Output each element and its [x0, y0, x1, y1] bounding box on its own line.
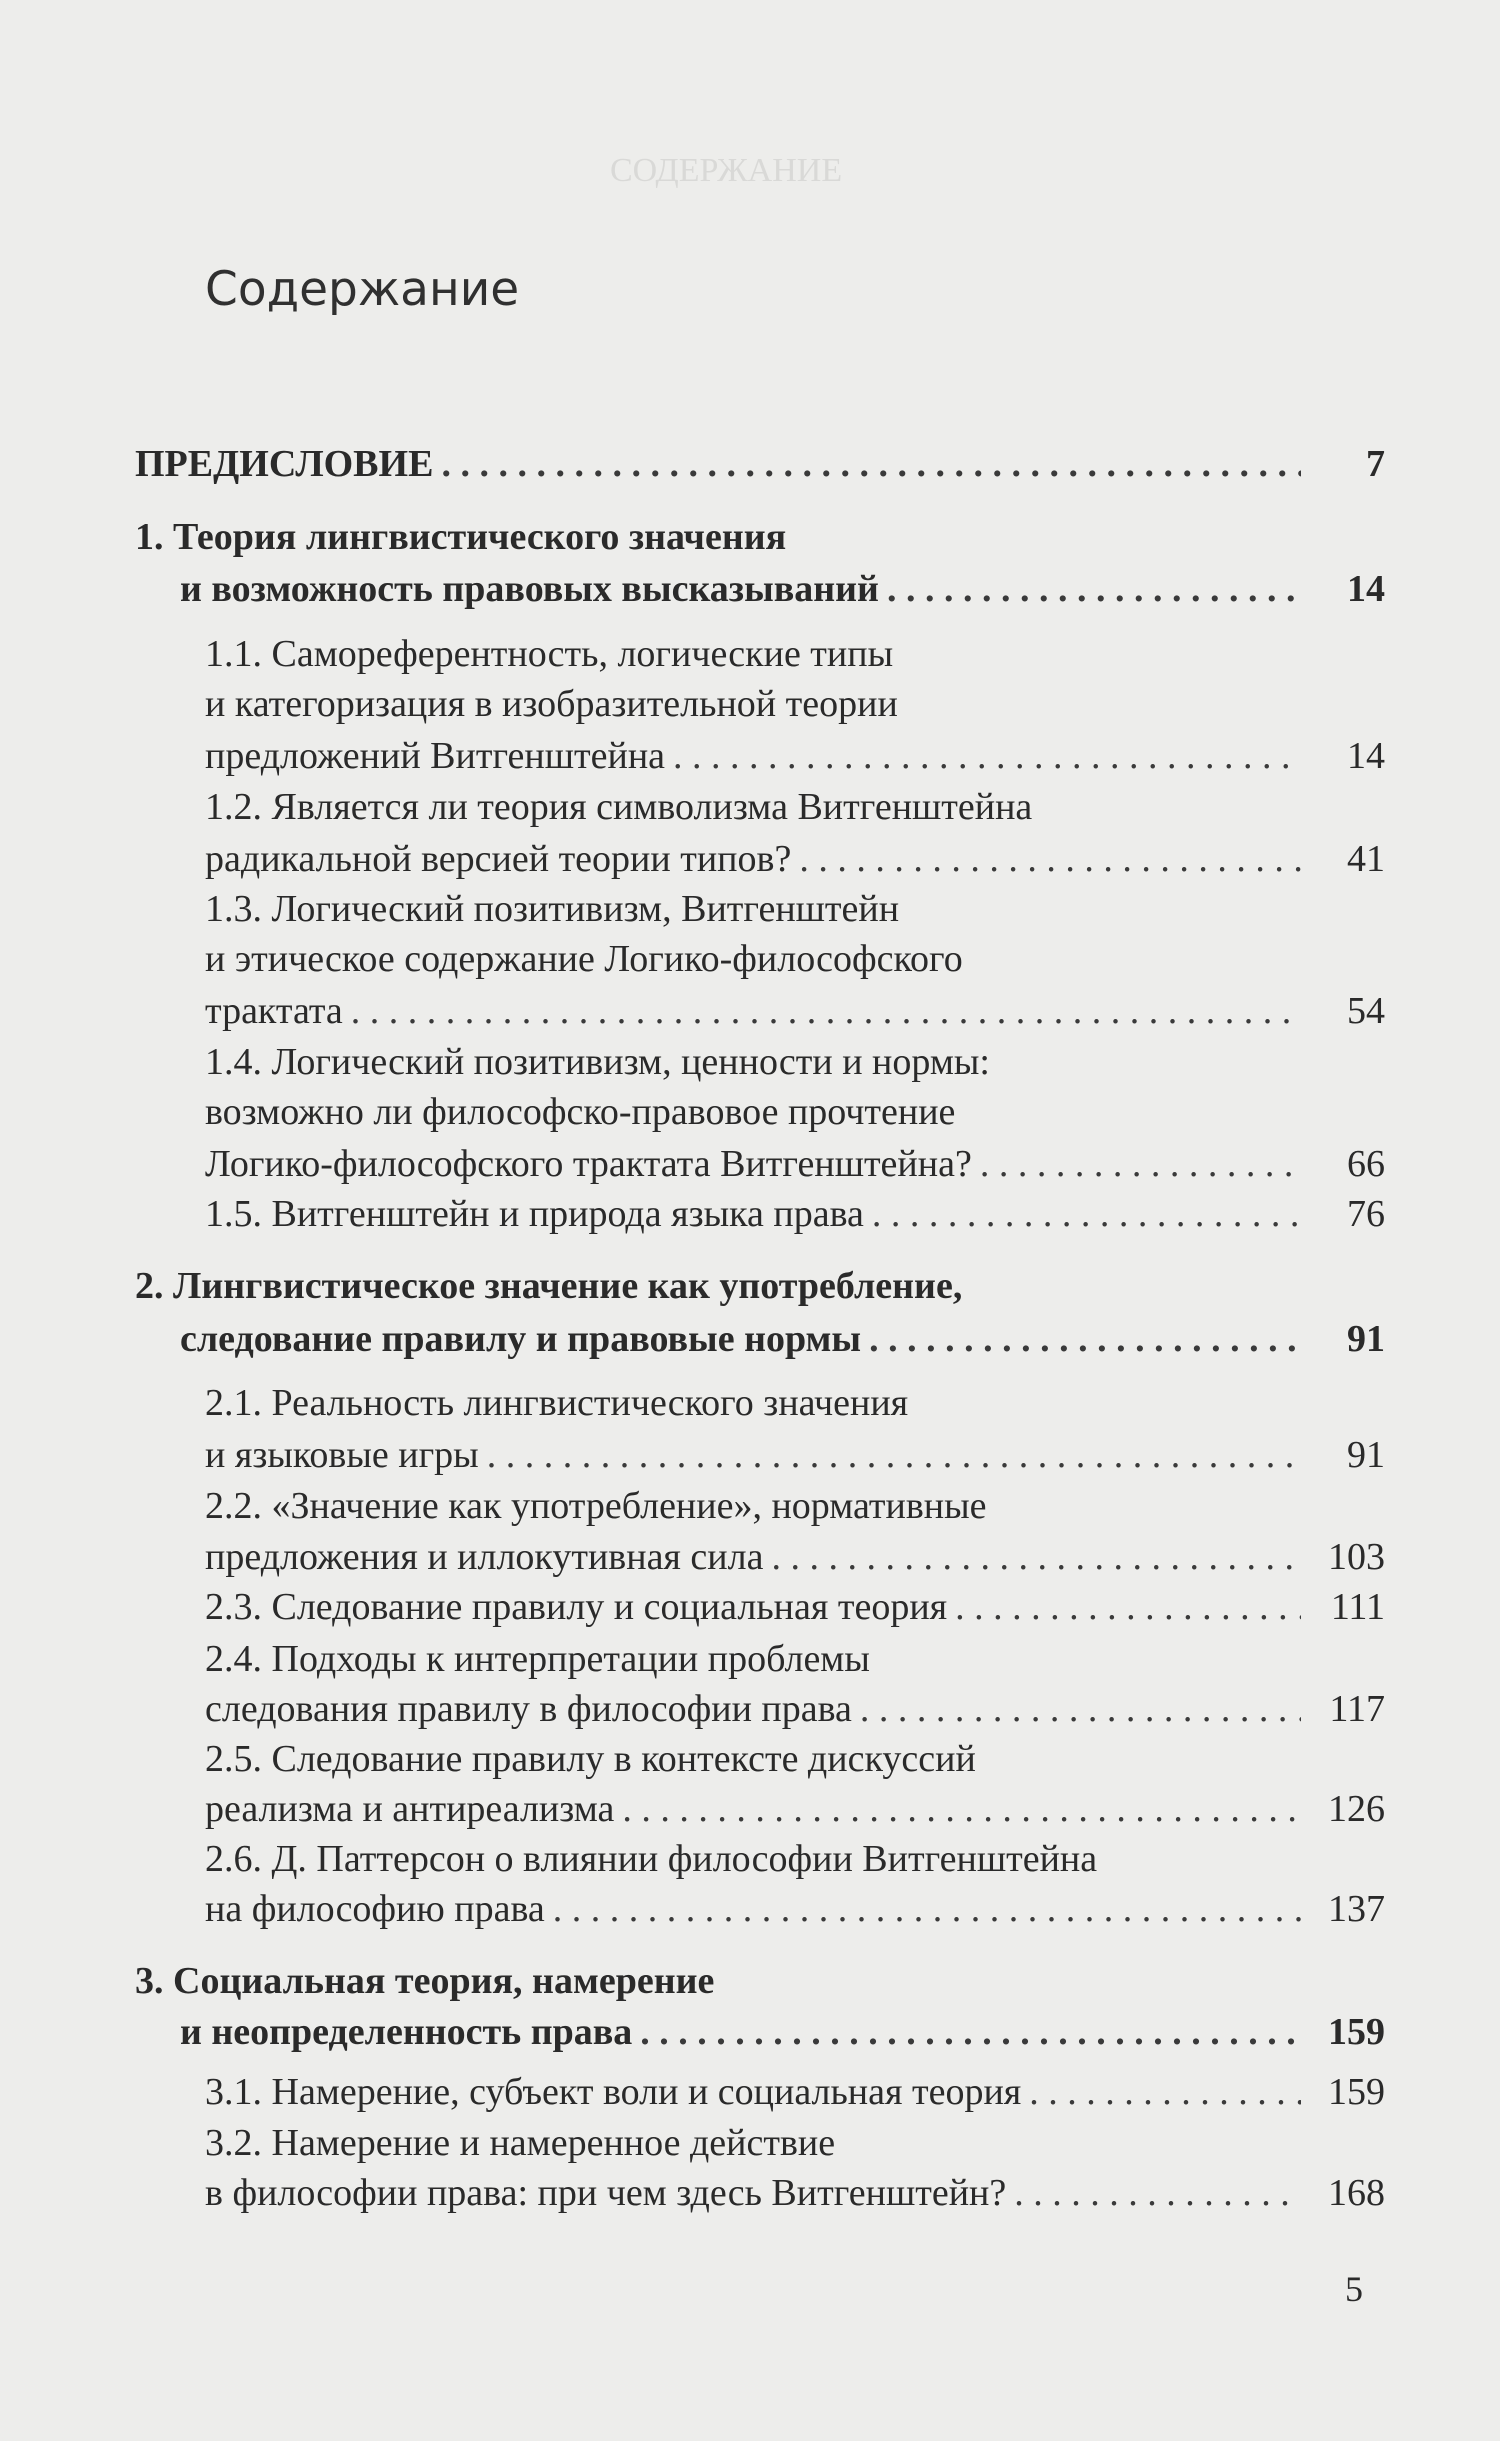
toc-entry-label: 2.3. Следование правилу и социальная теория — [205, 1586, 948, 1628]
page-number: 159 — [1328, 2011, 1385, 2053]
toc-chapter-1-line1[interactable]: 1. Теория лингвистического значения — [135, 516, 787, 558]
toc-chapter-3[interactable] — [180, 2013, 1385, 2051]
leader-dots — [887, 570, 1301, 608]
leader-dots — [872, 1195, 1301, 1233]
toc-section-3-2-line1[interactable]: 3.2. Намерение и намеренное действие — [205, 2122, 836, 2164]
toc-chapter-2-line1[interactable]: 2. Лингвистическое значение как употребление, — [135, 1265, 963, 1307]
toc-section-2-4[interactable] — [205, 1690, 1385, 1728]
toc-section-2-6[interactable] — [205, 1890, 1385, 1928]
leader-dots — [869, 1320, 1301, 1358]
toc-entry-label: трактата — [205, 990, 343, 1032]
toc-entry-label: в философии права: при чем здесь Витгенштейн? — [205, 2172, 1007, 2214]
toc-entry-label: ПРЕДИСЛОВИЕ — [135, 443, 434, 485]
page-number: 91 — [1347, 1434, 1385, 1476]
toc-chapter-2[interactable] — [180, 1320, 1385, 1358]
leader-dots — [553, 1890, 1301, 1928]
leader-dots — [673, 737, 1301, 775]
toc-section-1-4-line1[interactable]: 1.4. Логический позитивизм, ценности и нормы: — [205, 1041, 990, 1083]
toc-entry-label: радикальной версией теории типов? — [205, 838, 792, 880]
toc-section-2-4-line1[interactable]: 2.4. Подходы к интерпретации проблемы — [205, 1638, 870, 1680]
toc-section-1-3-line1[interactable]: 1.3. Логический позитивизм, Витгенштейн — [205, 888, 900, 930]
page-number: 14 — [1347, 568, 1385, 610]
leader-dots — [351, 992, 1301, 1030]
page-number: 168 — [1328, 2172, 1385, 2214]
toc-section-1-2[interactable] — [205, 840, 1385, 878]
toc-section-1-3-line2[interactable]: и этическое содержание Логико-философского — [205, 938, 963, 980]
toc-section-2-1[interactable] — [205, 1436, 1385, 1474]
toc-entry-label: предложений Витгенштейна — [205, 735, 666, 777]
leader-dots — [860, 1690, 1301, 1728]
leader-dots — [441, 445, 1301, 483]
page-number: 137 — [1328, 1888, 1385, 1930]
leader-dots — [955, 1588, 1301, 1626]
toc-chapter-3-line1[interactable]: 3. Социальная теория, намерение — [135, 1960, 715, 2002]
toc-entry-label: 1.5. Витгенштейн и природа языка права — [205, 1193, 864, 1235]
page-number: 7 — [1366, 443, 1385, 485]
toc-section-2-2[interactable] — [205, 1538, 1385, 1576]
toc-section-3-2[interactable] — [205, 2174, 1385, 2212]
page-folio: 5 — [1345, 2269, 1363, 2309]
toc-entry-label: и неопределенность права — [180, 2011, 633, 2053]
page-number: 76 — [1347, 1193, 1385, 1235]
page-number: 41 — [1347, 838, 1385, 880]
page-number: 111 — [1330, 1586, 1385, 1628]
toc-section-1-3[interactable] — [205, 992, 1385, 1030]
page-number: 103 — [1328, 1536, 1385, 1578]
leader-dots — [771, 1538, 1301, 1576]
toc-section-2-5[interactable] — [205, 1790, 1385, 1828]
page-number: 14 — [1347, 735, 1385, 777]
page-number: 91 — [1347, 1318, 1385, 1360]
toc-section-1-4-line2[interactable]: возможно ли философско-правовое прочтение — [205, 1091, 956, 1133]
leader-dots — [1029, 2073, 1301, 2111]
page-number: 66 — [1347, 1143, 1385, 1185]
toc-entry-label: Логико-философского трактата Витгенштейна? — [205, 1143, 972, 1185]
page-number: 54 — [1347, 990, 1385, 1032]
toc-entry-label: следование правилу и правовые нормы — [180, 1318, 862, 1360]
toc-section-1-1-line2[interactable]: и категоризация в изобразительной теории — [205, 683, 898, 725]
toc-section-1-4[interactable] — [205, 1145, 1385, 1183]
leader-dots — [622, 1790, 1301, 1828]
leader-dots — [640, 2013, 1301, 2051]
toc-entry-label: предложения и иллокутивная сила — [205, 1536, 764, 1578]
toc-section-2-2-line1[interactable]: 2.2. «Значение как употребление», нормативные — [205, 1485, 987, 1527]
toc-section-3-1[interactable] — [205, 2073, 1385, 2111]
toc-section-1-2-line1[interactable]: 1.2. Является ли теория символизма Витгенштейна — [205, 786, 1033, 828]
toc-section-2-1-line1[interactable]: 2.1. Реальность лингвистического значения — [205, 1382, 909, 1424]
toc-section-1-1-line1[interactable]: 1.1. Самореферентность, логические типы — [205, 633, 894, 675]
toc-entry-label: следования правилу в философии права — [205, 1688, 852, 1730]
leader-dots — [487, 1436, 1301, 1474]
toc-section-2-5-line1[interactable]: 2.5. Следование правилу в контексте дискуссий — [205, 1738, 976, 1780]
toc-section-1-1[interactable] — [205, 737, 1385, 775]
leader-dots — [980, 1145, 1301, 1183]
toc-entry-label: реализма и антиреализма — [205, 1788, 615, 1830]
toc-entry-label: 3.1. Намерение, субъект воли и социальная теория — [205, 2071, 1022, 2113]
toc-section-2-3[interactable] — [205, 1588, 1385, 1626]
page-number: 159 — [1328, 2071, 1385, 2113]
toc-entry-label: на философию права — [205, 1888, 545, 1930]
toc-chapter-1[interactable] — [180, 570, 1385, 608]
leader-dots — [1014, 2174, 1301, 2212]
toc-entry-label: и возможность правовых высказываний — [180, 568, 879, 610]
page-number: 126 — [1328, 1788, 1385, 1830]
toc-entry-label: и языковые игры — [205, 1434, 479, 1476]
page-number: 117 — [1329, 1688, 1385, 1730]
toc-entry-preface[interactable] — [135, 445, 1385, 483]
leader-dots — [799, 840, 1301, 878]
page-title: Содержание — [205, 262, 520, 317]
toc-section-2-6-line1[interactable]: 2.6. Д. Паттерсон о влиянии философии Витгенштейна — [205, 1838, 1098, 1880]
show-through: СОДЕРЖАНИЕ — [610, 152, 843, 189]
toc-section-1-5[interactable] — [205, 1195, 1385, 1233]
